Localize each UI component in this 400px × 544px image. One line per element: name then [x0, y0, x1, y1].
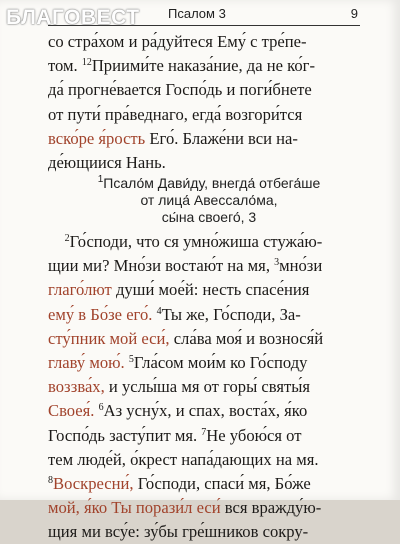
verse-number: 4: [156, 305, 162, 317]
page-number: 9: [350, 6, 358, 21]
text-line: тем люде́й, о́крест напа́дающих на мя.: [48, 449, 319, 469]
psalm-2-ending: [48, 30, 370, 175]
text-line: воззва́х, и услы́ша мя от горы́ святы́я: [48, 377, 311, 397]
verse-number: 6: [98, 402, 104, 414]
verse-number: 7: [201, 426, 207, 438]
text-line: Госпо́дь засту́пит мя. $^7$Не убою́ся от: [48, 425, 302, 445]
watermark-logo: БЛАГОВЕСТ: [6, 6, 140, 29]
text-line: ему́ в Бо́зе его́. $^4$Ты же, Го́споди, За-: [48, 304, 301, 324]
text-line: $^2$Го́споди, что ся умно́жиша стужа́ю-: [64, 232, 323, 251]
text-line: Своея́. $^6$Аз усну́х, и спах, воста́х, я́ко: [48, 401, 308, 421]
text-line: сту́пник мой еси́, сла́ва моя́ и вознося́й: [48, 328, 324, 348]
heading-line: $^1$Псало́м Дави́ду, внегда́ отбега́ше: [97, 174, 321, 191]
text-line: глаго́лют души́ мое́й: несть спасе́ния: [48, 280, 310, 300]
verse-number: 5: [128, 353, 134, 365]
text-line: со стра́хом и ра́дуйтеся Ему́ с тре́пе-: [48, 32, 307, 51]
text-line: $^8$Воскресни́, Го́споди, спаси́ мя, Бо́же: [48, 473, 311, 493]
heading-line: от лица́ Авессало́ма,: [140, 192, 278, 208]
verse-number: 8: [48, 474, 53, 486]
text-line: да́ прогне́вается Госпо́дь и поги́бнете: [48, 80, 312, 100]
heading-line: сы́на своего́, 3: [161, 209, 257, 225]
running-title: Псалом 3: [168, 6, 226, 21]
text-line: от пути́ пра́веднаго, егда́ возгори́тся: [48, 104, 303, 124]
text-line: главу́ мою́. $^5$Гла́сом мои́м ко Го́споду: [48, 352, 308, 372]
text-line: щия ми всу́е: зу́бы гре́шников сокру-: [48, 522, 309, 542]
text-line: том. $^{12}$Приими́те наказа́ние, да не ко́г-: [48, 56, 315, 76]
psalm-3-heading: [48, 175, 370, 226]
text-line: де́ющиися Нань.: [48, 152, 166, 172]
text-line: мой, я́ко Ты порази́л еси́ вся вражду́ю-: [48, 498, 322, 518]
verse-number: 12: [81, 57, 92, 69]
verse-number: 1: [97, 174, 104, 185]
text-line: вско́ре я́рость Его́. Блаже́ни вси на-: [48, 128, 298, 148]
psalm-3-text: [48, 230, 370, 544]
text-line: щии ми? Мно́зи востаю́т на мя, $^3$мно́зи: [48, 256, 323, 276]
verse-number: 2: [64, 233, 70, 244]
verse-number: 3: [274, 257, 280, 269]
